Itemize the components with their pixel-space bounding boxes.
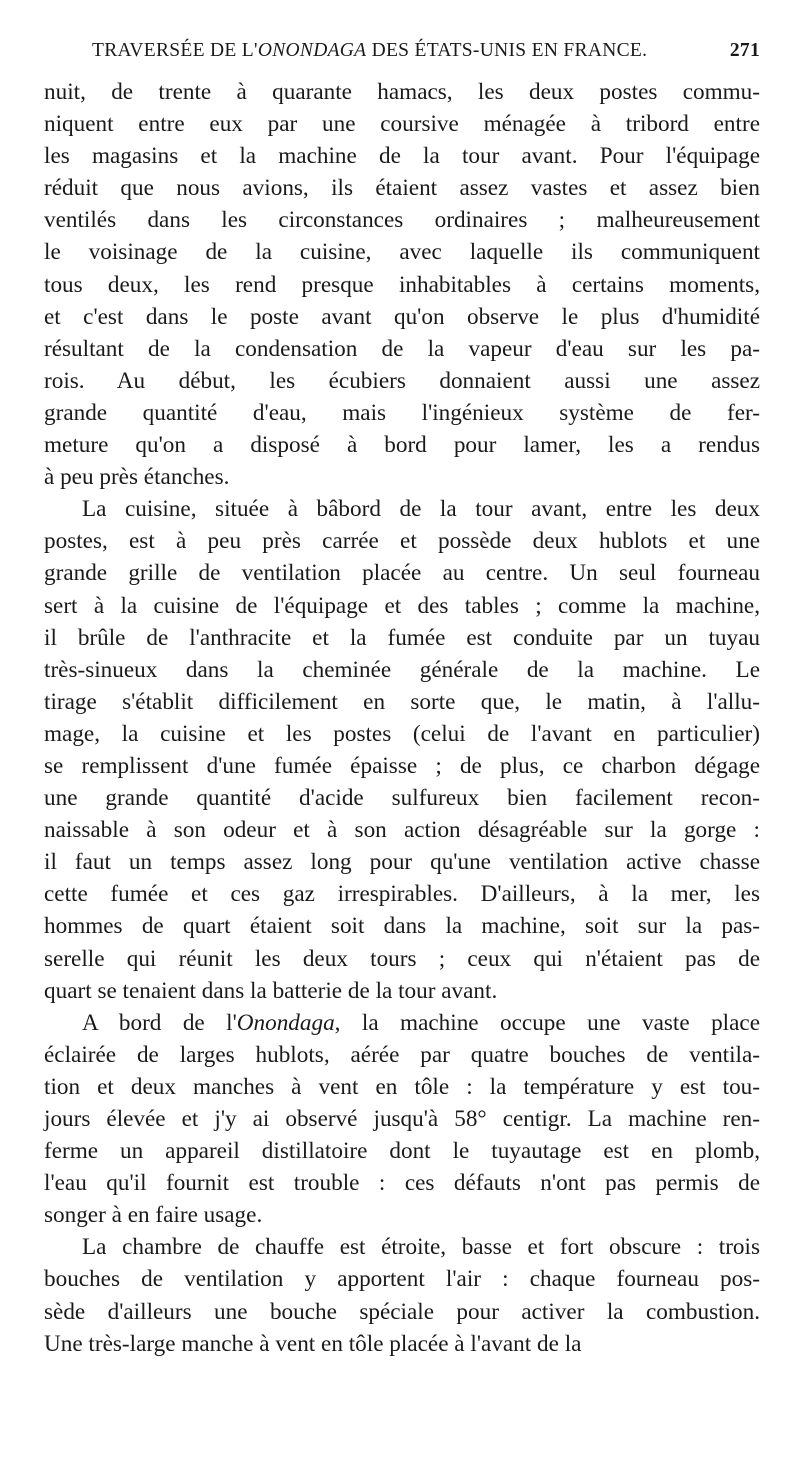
text-line: l'eau qu'il fournit est trouble : ces défauts n'ont pas permis de: [44, 1170, 760, 1197]
text-line: se remplissent d'une fumée épaisse ; de plus, ce charbon dégage: [44, 752, 760, 779]
paragraph: [44, 76, 760, 493]
text-line: quart se tenaient dans la batterie de la tour avant.: [44, 977, 498, 1004]
running-title-part: TRAVERSÉE DE L': [92, 40, 258, 61]
text-line: il faut un temps assez long pour qu'une ventilation active chasse: [44, 849, 760, 876]
text-line: tirage s'établit difficilement en sorte que, le matin, à l'allu-: [44, 688, 760, 715]
running-title: [92, 30, 647, 72]
text-line: et c'est dans le poste avant qu'on observe le plus d'humidité: [44, 303, 760, 330]
text-line: ferme un appareil distillatoire dont le tuyautage est en plomb,: [44, 1138, 760, 1165]
text-line: cette fumée et ces gaz irrespirables. D'ailleurs, à la mer, les: [44, 881, 760, 908]
paragraph: [44, 1007, 760, 1232]
text-line: grande grille de ventilation placée au centre. Un seul fourneau: [44, 560, 760, 587]
text-line: le voisinage de la cuisine, avec laquelle ils communiquent: [44, 239, 760, 266]
page-number: 271: [729, 40, 760, 61]
running-title-part: DES ÉTATS-UNIS EN FRANCE.: [366, 40, 648, 61]
book-page: [44, 30, 760, 1360]
text-line: à peu près étanches.: [44, 464, 230, 491]
text-line: meture qu'on a disposé à bord pour lamer, les a rendus: [44, 432, 760, 459]
text-line: très-sinueux dans la cheminée générale de la machine. Le: [44, 656, 760, 683]
text-line: ventilés dans les circonstances ordinaires ; malheureusement: [44, 207, 760, 234]
text-line: les magasins et la machine de la tour avant. Pour l'équipage: [44, 143, 760, 170]
text-line: hommes de quart étaient soit dans la machine, soit sur la pas-: [44, 913, 760, 940]
text-line: serelle qui réunit les deux tours ; ceux qui n'étaient pas de: [44, 945, 760, 972]
text-line: mage, la cuisine et les postes (celui de l'avant en particulier): [44, 720, 760, 747]
text-line: tous deux, les rend presque inhabitables à certains moments,: [44, 271, 760, 298]
text-line: sède d'ailleurs une bouche spéciale pour activer la combustion.: [44, 1298, 760, 1325]
text-line: songer à en faire usage.: [44, 1202, 263, 1229]
text-line: jours élevée et j'y ai observé jusqu'à 58° centigr. La machine ren-: [44, 1106, 760, 1132]
text-line: éclairée de larges hublots, aérée par quatre bouches de ventila-: [44, 1041, 760, 1068]
text-line: une grande quantité d'acide sulfureux bien facilement recon-: [44, 785, 760, 812]
text-line: La cuisine, située à bâbord de la tour avant, entre les deux: [82, 496, 760, 523]
text-line: rois. Au début, les écubiers donnaient aussi une assez: [44, 367, 760, 394]
text-line: nuit, de trente à quarante hamacs, les deux postes commu-: [44, 79, 760, 105]
text-line: tion et deux manches à vent en tôle : la température y est tou-: [44, 1073, 760, 1100]
text-line: il brûle de l'anthracite et la fumée est conduite par un tuyau: [44, 624, 760, 651]
text-line: Une très-large manche à vent en tôle placée à l'avant de la: [44, 1330, 582, 1357]
text-line: naissable à son odeur et à son action désagréable sur la gorge :: [44, 817, 760, 844]
paragraph: [44, 1231, 760, 1359]
text-line: sert à la cuisine de l'équipage et des tables ; comme la machine,: [44, 592, 760, 619]
text-line: grande quantité d'eau, mais l'ingénieux système de fer-: [44, 399, 760, 426]
text-line: A bord de l'Onondaga, la machine occupe une vaste place: [82, 1009, 760, 1036]
text-line: La chambre de chauffe est étroite, basse et fort obscure : trois: [82, 1234, 760, 1261]
paragraph: [44, 493, 760, 1007]
text-line: postes, est à peu près carrée et possède deux hublots et une: [44, 528, 760, 555]
body-text: [44, 76, 760, 1360]
text-line: résultant de la condensation de la vapeur d'eau sur les pa-: [44, 335, 760, 362]
text-line: niquent entre eux par une coursive ménagée à tribord entre: [44, 111, 760, 138]
ship-name: Onondaga: [236, 1009, 335, 1036]
text-line: réduit que nous avions, ils étaient assez vastes et assez bien: [44, 175, 760, 202]
running-header: [44, 30, 760, 72]
running-title-ship: ONONDAGA: [257, 40, 367, 61]
text-line: bouches de ventilation y apportent l'air : chaque fourneau pos-: [44, 1266, 760, 1293]
